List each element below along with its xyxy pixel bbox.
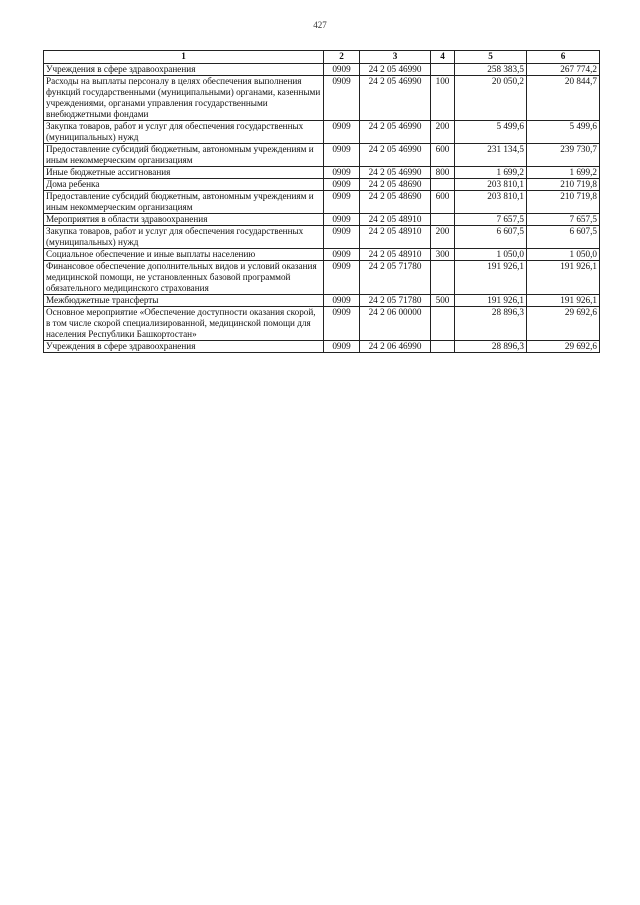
- cell-value-6: 5 499,6: [527, 121, 600, 144]
- cell-name: Дома ребенка: [44, 179, 324, 191]
- cell-expense-type: [431, 179, 455, 191]
- cell-code: 24 2 05 46990: [360, 76, 431, 121]
- cell-expense-type: [431, 64, 455, 76]
- column-header: 6: [527, 51, 600, 64]
- cell-name: Финансовое обеспечение дополнительных видов и условий оказания медицинской помощи, не установленных базовой программой обязательного медицинского страхования: [44, 261, 324, 295]
- cell-name: Социальное обеспечение и иные выплаты населению: [44, 249, 324, 261]
- table-row: [44, 295, 600, 307]
- table-row: [44, 179, 600, 191]
- cell-section: 0909: [324, 214, 360, 226]
- cell-name: Иные бюджетные ассигнования: [44, 167, 324, 179]
- cell-code: 24 2 05 48910: [360, 249, 431, 261]
- cell-section: 0909: [324, 179, 360, 191]
- cell-section: 0909: [324, 341, 360, 353]
- cell-code: 24 2 05 48690: [360, 191, 431, 214]
- cell-name: Закупка товаров, работ и услуг для обеспечения государственных (муниципальных) нужд: [44, 226, 324, 249]
- table-row: [44, 76, 600, 121]
- table-row: [44, 341, 600, 353]
- cell-value-5: 203 810,1: [455, 191, 527, 214]
- cell-code: 24 2 05 71780: [360, 261, 431, 295]
- cell-expense-type: 300: [431, 249, 455, 261]
- cell-value-5: 20 050,2: [455, 76, 527, 121]
- table-row: [44, 261, 600, 295]
- cell-value-5: 5 499,6: [455, 121, 527, 144]
- cell-code: 24 2 05 46990: [360, 144, 431, 167]
- cell-code: 24 2 05 48910: [360, 214, 431, 226]
- column-header: 5: [455, 51, 527, 64]
- table-header-row: [44, 51, 600, 64]
- cell-value-6: 191 926,1: [527, 261, 600, 295]
- cell-section: 0909: [324, 295, 360, 307]
- cell-value-5: 28 896,3: [455, 341, 527, 353]
- cell-value-6: 1 699,2: [527, 167, 600, 179]
- column-header: 3: [360, 51, 431, 64]
- column-header: 4: [431, 51, 455, 64]
- cell-section: 0909: [324, 307, 360, 341]
- table-row: [44, 214, 600, 226]
- page-number: 427: [313, 20, 327, 30]
- cell-code: 24 2 05 46990: [360, 121, 431, 144]
- budget-table: [43, 50, 600, 353]
- cell-code: 24 2 05 46990: [360, 64, 431, 76]
- table-row: [44, 167, 600, 179]
- cell-code: 24 2 06 46990: [360, 341, 431, 353]
- cell-value-6: 210 719,8: [527, 191, 600, 214]
- cell-section: 0909: [324, 191, 360, 214]
- cell-code: 24 2 06 00000: [360, 307, 431, 341]
- cell-expense-type: 100: [431, 76, 455, 121]
- cell-code: 24 2 05 46990: [360, 167, 431, 179]
- table-row: [44, 64, 600, 76]
- cell-value-6: 29 692,6: [527, 307, 600, 341]
- cell-value-6: 6 607,5: [527, 226, 600, 249]
- cell-section: 0909: [324, 144, 360, 167]
- cell-expense-type: [431, 214, 455, 226]
- cell-name: Предоставление субсидий бюджетным, автономным учреждениям и иным некоммерческим организациям: [44, 144, 324, 167]
- cell-name: Закупка товаров, работ и услуг для обеспечения государственных (муниципальных) нужд: [44, 121, 324, 144]
- cell-section: 0909: [324, 261, 360, 295]
- cell-value-6: 20 844,7: [527, 76, 600, 121]
- cell-value-6: 1 050,0: [527, 249, 600, 261]
- cell-value-6: 210 719,8: [527, 179, 600, 191]
- cell-name: Учреждения в сфере здравоохранения: [44, 64, 324, 76]
- table-row: [44, 226, 600, 249]
- cell-expense-type: 200: [431, 121, 455, 144]
- cell-value-5: 191 926,1: [455, 261, 527, 295]
- cell-code: 24 2 05 48910: [360, 226, 431, 249]
- cell-value-6: 191 926,1: [527, 295, 600, 307]
- cell-expense-type: 600: [431, 144, 455, 167]
- cell-expense-type: 800: [431, 167, 455, 179]
- cell-value-5: 231 134,5: [455, 144, 527, 167]
- cell-value-5: 28 896,3: [455, 307, 527, 341]
- cell-value-5: 7 657,5: [455, 214, 527, 226]
- cell-name: Предоставление субсидий бюджетным, автономным учреждениям и иным некоммерческим организациям: [44, 191, 324, 214]
- cell-name: Расходы на выплаты персоналу в целях обеспечения выполнения функций государственными (муниципальными) органами, казенными учреждениями, органами управления государственными внебюджетными фондами: [44, 76, 324, 121]
- cell-value-6: 7 657,5: [527, 214, 600, 226]
- cell-expense-type: [431, 307, 455, 341]
- cell-value-6: 267 774,2: [527, 64, 600, 76]
- cell-section: 0909: [324, 167, 360, 179]
- column-header: 1: [44, 51, 324, 64]
- cell-expense-type: 500: [431, 295, 455, 307]
- cell-expense-type: [431, 261, 455, 295]
- cell-section: 0909: [324, 64, 360, 76]
- table-row: [44, 307, 600, 341]
- cell-value-6: 29 692,6: [527, 341, 600, 353]
- cell-value-5: 258 383,5: [455, 64, 527, 76]
- cell-code: 24 2 05 71780: [360, 295, 431, 307]
- column-header: 2: [324, 51, 360, 64]
- cell-name: Основное мероприятие «Обеспечение доступности оказания скорой, в том числе скорой специализированной, медицинской помощи для населения Республики Башкортостан»: [44, 307, 324, 341]
- cell-value-5: 1 050,0: [455, 249, 527, 261]
- cell-name: Мероприятия в области здравоохранения: [44, 214, 324, 226]
- cell-value-5: 191 926,1: [455, 295, 527, 307]
- table-row: [44, 191, 600, 214]
- table-row: [44, 121, 600, 144]
- cell-value-5: 1 699,2: [455, 167, 527, 179]
- cell-name: Учреждения в сфере здравоохранения: [44, 341, 324, 353]
- cell-section: 0909: [324, 226, 360, 249]
- cell-section: 0909: [324, 249, 360, 261]
- cell-expense-type: 200: [431, 226, 455, 249]
- cell-code: 24 2 05 48690: [360, 179, 431, 191]
- table-row: [44, 249, 600, 261]
- cell-expense-type: 600: [431, 191, 455, 214]
- cell-value-6: 239 730,7: [527, 144, 600, 167]
- cell-value-5: 6 607,5: [455, 226, 527, 249]
- cell-section: 0909: [324, 76, 360, 121]
- table-row: [44, 144, 600, 167]
- cell-expense-type: [431, 341, 455, 353]
- cell-name: Межбюджетные трансферты: [44, 295, 324, 307]
- cell-value-5: 203 810,1: [455, 179, 527, 191]
- cell-section: 0909: [324, 121, 360, 144]
